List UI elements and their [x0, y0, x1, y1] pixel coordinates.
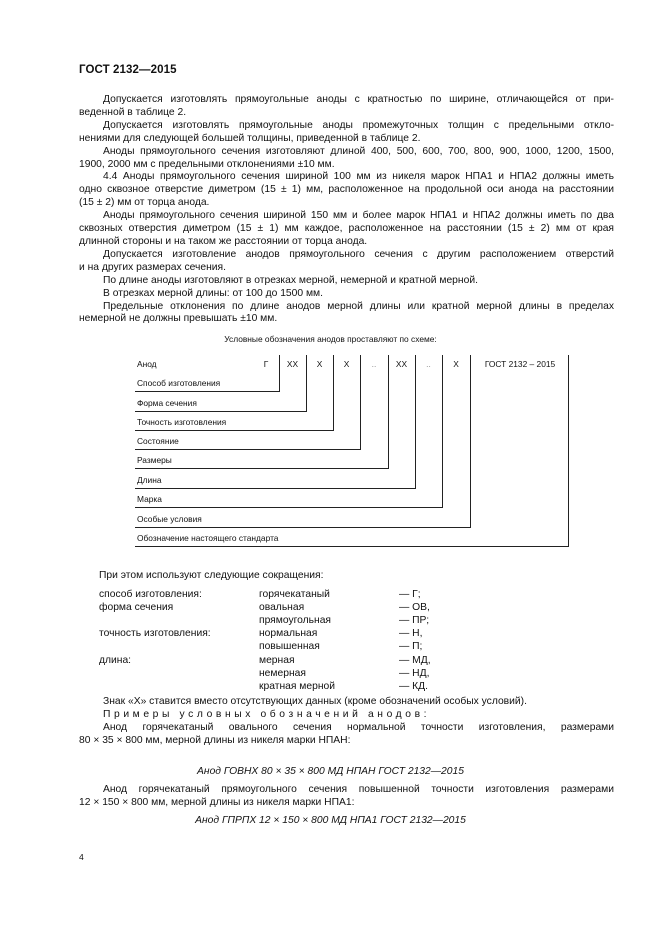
example1-designation: Анод ГОВНХ 80 × 35 × 800 МД НПАН ГОСТ 2132—2015: [197, 766, 464, 777]
scheme-row-label: Состояние: [137, 436, 179, 446]
document-header: ГОСТ 2132—2015: [79, 64, 177, 76]
scheme-row-line: [135, 468, 389, 469]
abbreviation-value: кратная мерной: [259, 680, 335, 692]
scheme-row-line: [135, 546, 569, 547]
example1-description: Анод горячекатаный овального сечения нормальной точности изготовления, размерами: [103, 721, 614, 733]
abbreviation-code: — МД,: [399, 654, 431, 666]
scheme-row-label: Точность изготовления: [137, 417, 227, 427]
scheme-code: ХХ: [286, 359, 299, 369]
paragraph-line: Допускается изготовлять прямоугольные аноды с кратностью по ширине, отличающейся от при-: [103, 94, 614, 105]
scheme-row-line: [135, 527, 471, 528]
scheme-connector: [306, 355, 307, 411]
abbreviation-value: прямоугольная: [259, 615, 331, 627]
scheme-connector: [360, 355, 361, 449]
paragraph-line: В отрезках мерной длины: от 100 до 1500 мм.: [103, 287, 323, 299]
example1-description-cont: 80 × 35 × 800 мм, мерной длины из никеля марки НПАН:: [79, 734, 351, 746]
scheme-row-label: Способ изготовления: [137, 378, 221, 388]
scheme-connector: [279, 355, 280, 391]
paragraph-line: Допускается изготовлять прямоугольные аноды промежуточных толщин с предельными откло-: [103, 119, 614, 131]
scheme-row-label: Марка: [137, 494, 162, 504]
abbreviations-title: При этом используют следующие сокращения:: [99, 570, 324, 581]
abbreviation-category: способ изготовления:: [99, 589, 202, 600]
abbreviation-value: нормальная: [259, 628, 318, 640]
scheme-code: ХХ: [395, 359, 408, 369]
paragraph-line: немерной не должны превышать ±10 мм.: [79, 313, 278, 325]
paragraph-line: одно сквозное отверстие диметром (15 ± 1) мм, расположенное на продольной оси анода на расстоянии: [79, 184, 614, 196]
paragraph-line: (15 ± 2) мм от торца анода.: [79, 197, 210, 209]
abbreviation-value: повышенная: [259, 641, 320, 653]
examples-heading: Примеры условных обозначений анодов:: [103, 708, 431, 720]
x-sign-text: Знак «Х» ставится вместо отсутствующих данных (кроме обозначений особых условий).: [103, 696, 527, 707]
abbreviation-code: — Н,: [399, 628, 423, 640]
abbreviation-code: — Г;: [399, 589, 421, 600]
paragraph-line: нениями для следующей большей толщины, приведенной в таблице 2.: [79, 132, 421, 144]
example2-designation: Анод ГПРПХ 12 × 150 × 800 МД НПА1 ГОСТ 2132—2015: [195, 815, 466, 826]
example2-description-cont: 12 × 150 × 800 мм, мерной длины из никеля марки НПА1:: [79, 796, 355, 808]
scheme-row-line: [135, 430, 334, 431]
scheme-connector: [442, 355, 443, 507]
example2-description: Анод горячекатаный прямоугольного сечения повышенной точности изготовления размерами: [103, 784, 614, 795]
page-number: 4: [79, 852, 84, 862]
scheme-caption: Условные обозначения анодов проставляют по схеме:: [224, 334, 437, 344]
paragraph-line: Аноды прямоугольного сечения изготовляют длиной 400, 500, 600, 700, 800, 900, 1000, 1200, 1500,: [103, 145, 614, 157]
abbreviation-code: — П;: [399, 641, 423, 653]
paragraph-line: По длине аноды изготовляют в отрезках мерной, немерной и кратной мерной.: [103, 274, 478, 286]
abbreviation-value: мерная: [259, 654, 295, 666]
abbreviation-code: — НД,: [399, 667, 430, 679]
scheme-connector: [568, 355, 569, 546]
scheme-connector: [470, 355, 471, 527]
scheme-code: ..: [426, 359, 431, 369]
scheme-code: Х: [453, 359, 459, 369]
abbreviation-code: — ОВ,: [399, 602, 430, 614]
scheme-row-label: Особые условия: [137, 514, 202, 524]
scheme-row-line: [135, 449, 361, 450]
scheme-row-line: [135, 507, 443, 508]
paragraph-line: Допускается изготовление анодов прямоугольного сечения с другим расположением отверстий: [103, 248, 614, 260]
scheme-connector: [415, 355, 416, 488]
paragraph-line: Аноды прямоугольного сечения шириной 150 мм и более марок НПА1 и НПА2 должны иметь по два: [103, 210, 614, 222]
paragraph-line: Предельные отклонения по длине анодов мерной длины или кратной мерной длины в пределах: [103, 300, 614, 312]
scheme-connector: [333, 355, 334, 430]
scheme-row-line: [135, 411, 307, 412]
abbreviation-category: форма сечения: [99, 602, 174, 614]
scheme-standard: ГОСТ 2132 – 2015: [484, 359, 556, 369]
abbreviation-category: длина:: [99, 654, 132, 666]
paragraph-line: веденной в таблице 2.: [79, 106, 187, 118]
scheme-row-label: Обозначение настоящего стандарта: [137, 533, 279, 543]
scheme-code: Х: [316, 359, 323, 369]
abbreviation-category: точность изготовления:: [99, 628, 211, 640]
scheme-code: ..: [371, 359, 377, 369]
scheme-row-label: Форма сечения: [137, 398, 197, 408]
scheme-row-line: [135, 391, 280, 392]
scheme-code: Х: [343, 359, 350, 369]
paragraph-line: длинной стороны и на таком же расстоянии от торца анода.: [79, 235, 368, 247]
scheme-row-label: Длина: [137, 475, 162, 485]
paragraph-line: 1900, 2000 мм с предельными отклонениями ±10 мм.: [79, 158, 335, 170]
abbreviation-code: — ПР;: [399, 615, 430, 627]
scheme-header-label: Анод: [137, 359, 157, 369]
x-sign-note: [79, 696, 614, 748]
abbreviation-value: немерная: [259, 667, 306, 679]
paragraph-line: 4.4 Аноды прямоугольного сечения шириной 100 мм из никеля марок НПА1 и НПА2 должны иметь: [103, 171, 614, 183]
abbreviation-code: — КД.: [399, 680, 428, 692]
scheme-connector: [388, 355, 389, 468]
scheme-code: Г: [263, 359, 269, 369]
designation-scheme: [135, 355, 575, 555]
abbreviation-value: овальная: [259, 602, 305, 614]
example2: [79, 784, 614, 810]
paragraph-line: и на других размерах сечения.: [79, 261, 226, 273]
body-text: [79, 94, 614, 326]
paragraph-line: сквозных отверстия диметром (15 ± 1) мм каждое, расположенное на расстоянии (15 ± 2) мм от края: [79, 223, 614, 235]
scheme-row-label: Размеры: [137, 455, 172, 465]
abbreviation-value: горячекатаный: [259, 589, 330, 600]
scheme-row-line: [135, 488, 416, 489]
